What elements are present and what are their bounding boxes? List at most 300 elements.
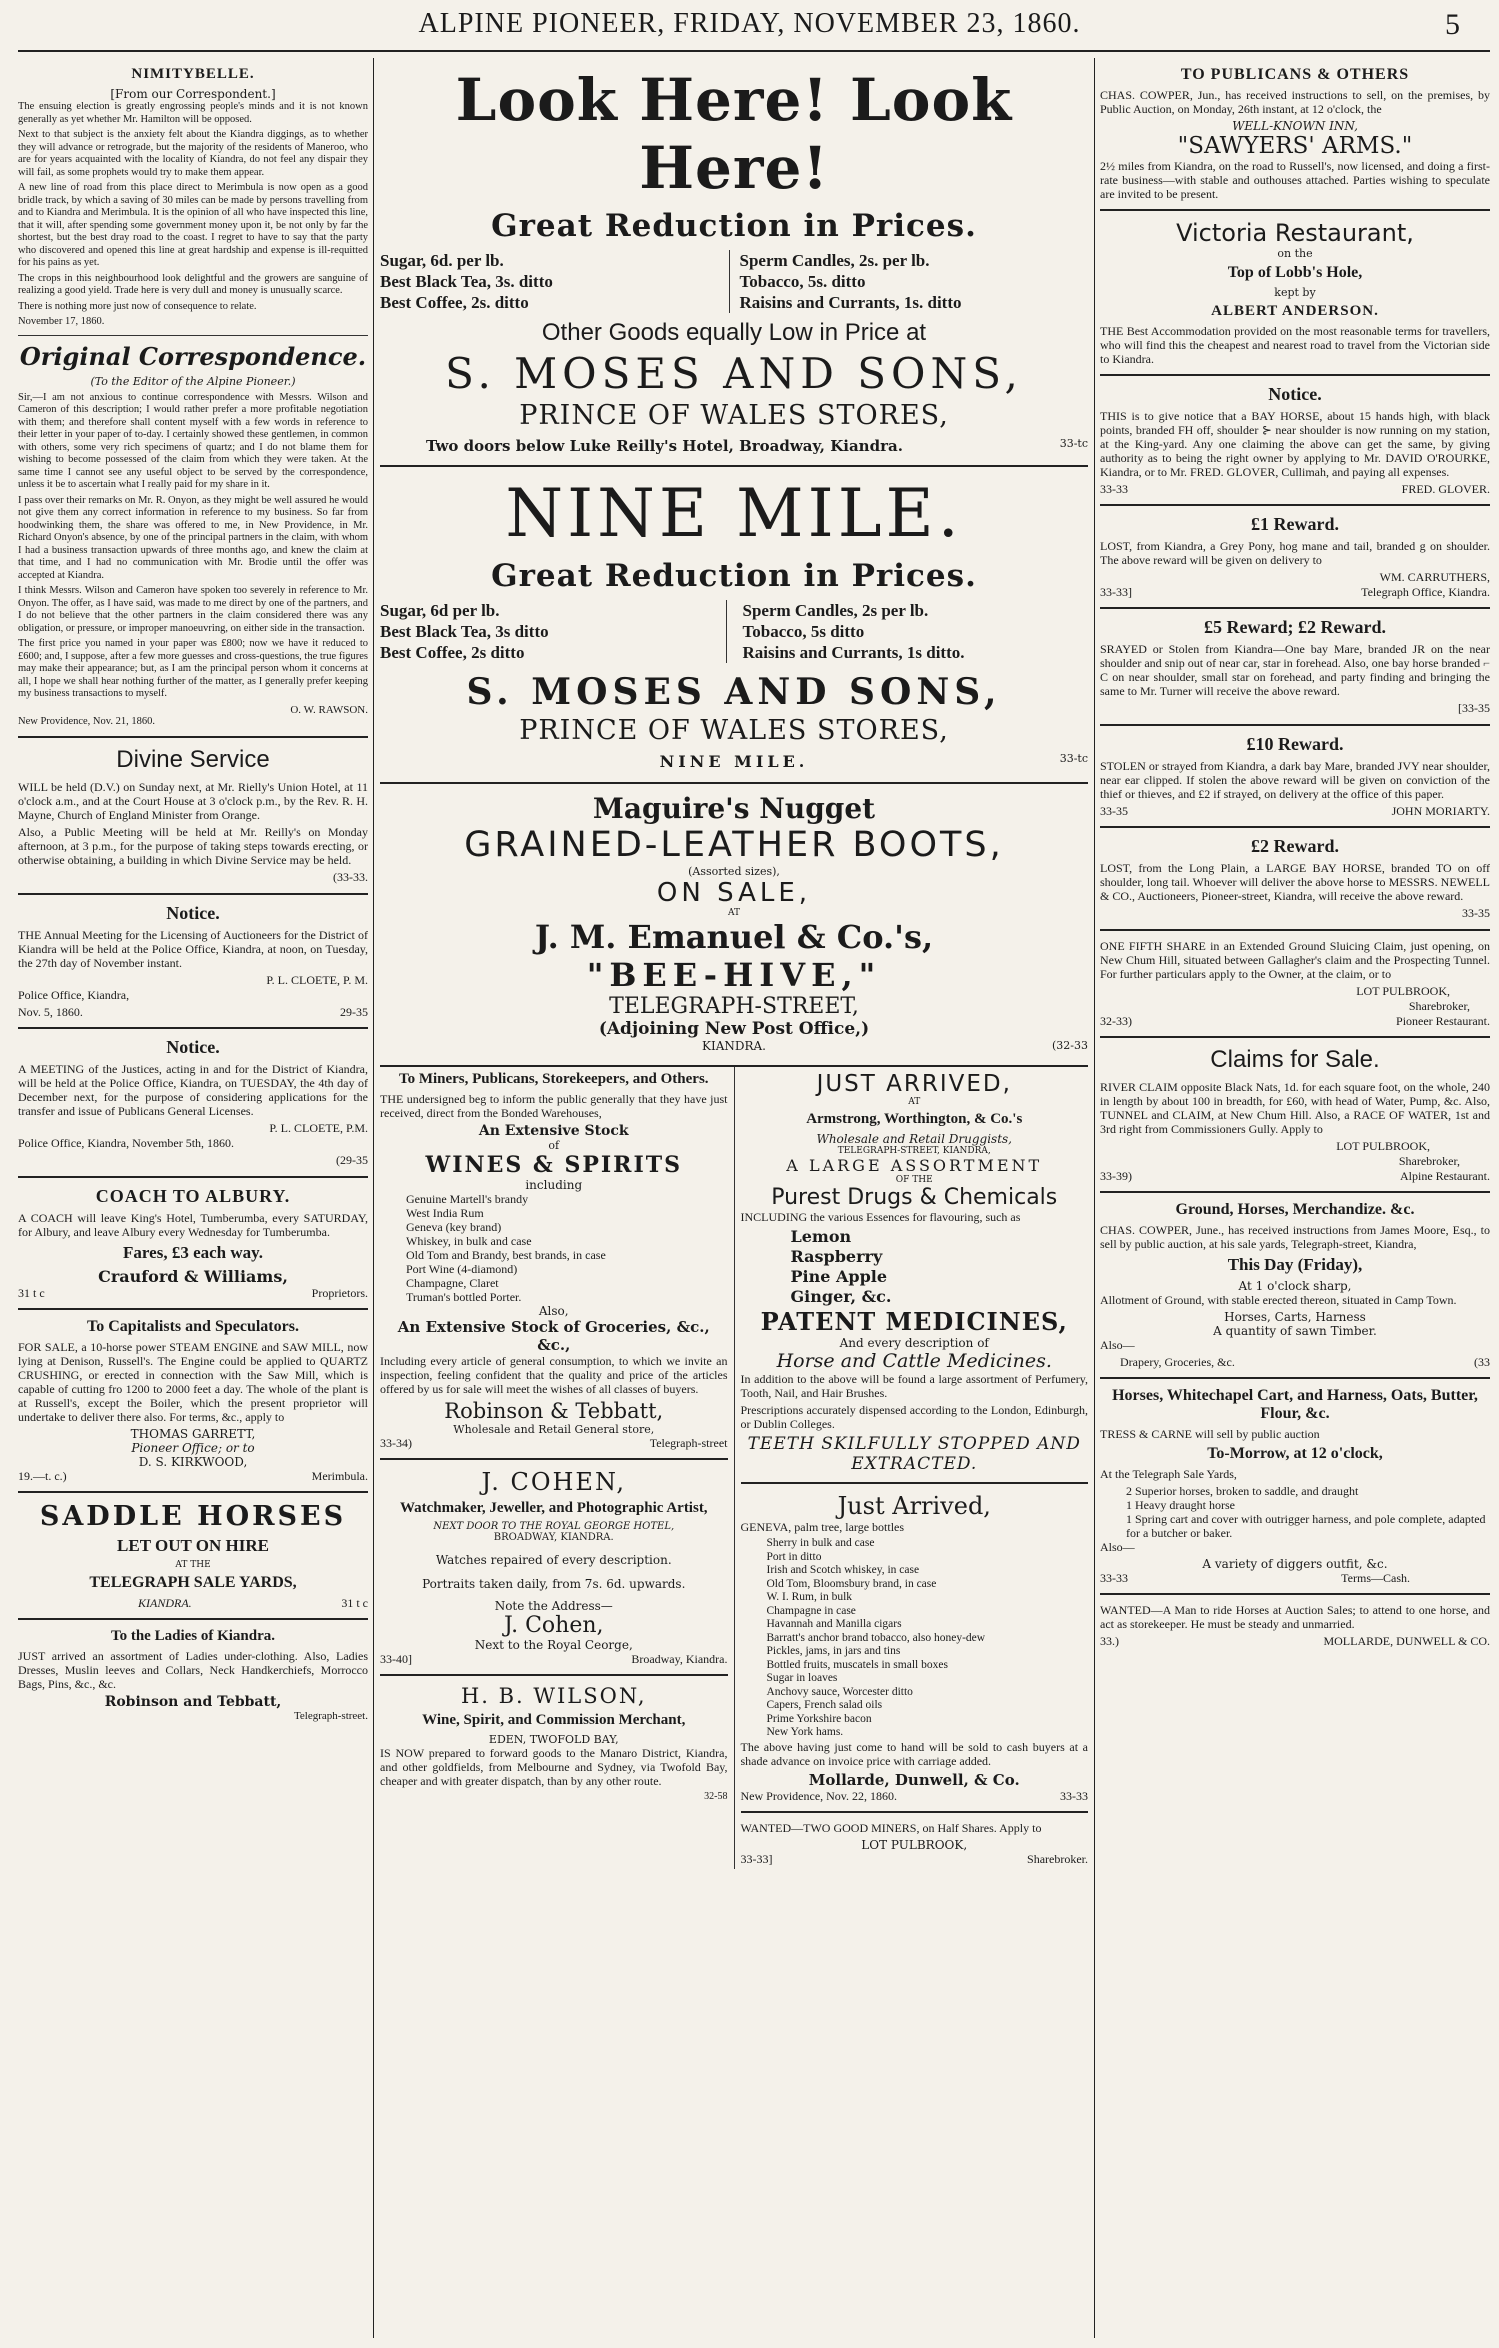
role: Proprietors.: [311, 1286, 368, 1300]
column-left: [18, 62, 368, 1722]
paragraph: WANTED—TWO GOOD MINERS, on Half Shares. Apply to: [740, 1820, 1042, 1835]
paragraph: The first price you named in your paper was £800; now we have it reduced to £600; and, I suppose, after a few more guesses and cross-questions, the true figures may make their appearance; but, as I am the principal person whom it concerns at all, I hope we shall hear nothing further of the matter, as I generally prefer keeping my business transactions to myself.: [18, 638, 368, 699]
also: Also—: [1100, 1540, 1135, 1554]
lot: A quantity of sawn Timber.: [1213, 1324, 1377, 1338]
ad-title: £1 Reward.: [1251, 514, 1339, 534]
list-item: Anchovy sauce, Worcester ditto: [766, 1685, 913, 1698]
dateline: [18, 1469, 368, 1483]
store-name: PRINCE OF WALES STORES,: [519, 400, 949, 431]
terms: Terms—Cash.: [1341, 1571, 1410, 1585]
ad-code: 33-33: [1060, 1788, 1088, 1803]
trade: Watchmaker, Jeweller, and Photographic Artist,: [399, 1500, 708, 1516]
ad-reward-10: [1100, 734, 1490, 818]
paragraph: THE Annual Meeting for the Licensing of Auctioneers for the District of Kiandra will be held at the Police Office, Kiandra, at noon, on Tuesday, the 27th day of November instant.: [18, 928, 368, 970]
paragraph: RIVER CLAIM opposite Black Nats, 1d. for each square foot, on the whole, 240 in length by about 100 in breadth, for £60, with head of Water, Pump, &c. Also, TUNNEL and CLAIM, at New Chum Hill. Also, a RACE OF WATER, 1st and 3rd right from Commissioners Gully. Apply to: [1100, 1080, 1490, 1136]
ad-headline: Look Here! Look Here!: [455, 66, 1013, 202]
place: Pioneer Restaurant.: [1396, 1014, 1490, 1028]
firm-name: J. Cohen,: [503, 1613, 604, 1638]
middle-subcol-left: [380, 1067, 734, 1869]
signature: FRED. GLOVER.: [1401, 482, 1490, 496]
on-sale: ON SALE,: [656, 878, 812, 908]
ad-publicans: [1100, 66, 1490, 201]
ad-saddle-horses: [18, 1501, 368, 1610]
list-item: 1 Spring cart and cover with outrigger harness, and pole complete, adapted for a butcher or baker.: [1126, 1512, 1486, 1540]
divider: [1100, 1036, 1490, 1038]
sale-day: To-Morrow, at 12 o'clock,: [1207, 1445, 1383, 1462]
list-item: Genuine Martell's brandy: [406, 1192, 529, 1206]
horse-medicines: Horse and Cattle Medicines.: [776, 1350, 1052, 1372]
date: Nov. 5, 1860.: [18, 1005, 83, 1019]
sale-location: At the Telegraph Sale Yards,: [1100, 1467, 1237, 1481]
lot: Drapery, Groceries, &c.: [1120, 1355, 1235, 1369]
inn-label: WELL-KNOWN INN,: [1232, 119, 1358, 133]
editor-line: (To the Editor of the Alpine Pioneer.): [90, 374, 296, 388]
divider: [1100, 504, 1490, 506]
ad-code: (32-33: [1051, 1039, 1088, 1052]
bee-hive: "BEE-HIVE,": [586, 956, 882, 994]
article-correspondence: [18, 342, 368, 729]
divider: [1100, 929, 1490, 931]
page-number: 5: [1445, 8, 1461, 41]
ad-title: H. B. WILSON,: [460, 1684, 647, 1708]
at-label: AT: [727, 908, 740, 918]
list-item: Sugar in loaves: [766, 1672, 838, 1684]
ad-code: 32-58: [704, 1791, 728, 1802]
divider: [380, 465, 1088, 467]
place-line: [380, 1039, 1088, 1057]
ad-title: To Capitalists and Speculators.: [87, 1318, 299, 1335]
other-goods: Other Goods equally Low in Price at: [541, 319, 927, 346]
middle-subcol-right: [734, 1067, 1089, 1869]
ad-capitalists: [18, 1318, 368, 1483]
list-item: Old Tom and Brandy, best brands, in case: [406, 1248, 606, 1262]
ad-code: (33: [1474, 1355, 1490, 1369]
masthead: [0, 8, 1499, 48]
price-item: Raisins and Currants, 1s. ditto: [739, 293, 962, 312]
list-item: Champagne, Claret: [406, 1276, 499, 1290]
trade: Wine, Spirit, and Commission Merchant,: [422, 1712, 686, 1728]
dateline: [1100, 804, 1490, 818]
assortment: A LARGE ASSORTMENT: [786, 1156, 1043, 1175]
list-item: Port Wine (4-diamond): [406, 1262, 518, 1276]
essence-list: [741, 1227, 1089, 1307]
price-list: [380, 600, 1088, 663]
paragraph: A MEETING of the Justices, acting in and for the District of Kiandra, will be held at the Police Office, Kiandra, on TUESDAY, the 4th day of December next, for the purpose of considering applications for the transfer and issue of Publicans General Licenses.: [18, 1062, 368, 1118]
place: KIANDRA.: [701, 1039, 766, 1053]
divider: [18, 736, 368, 738]
paragraph: FOR SALE, a 10-horse power STEAM ENGINE and SAW MILL, now lying at Denison, Russell's. The Engine could be applied to QUARTZ CRUSHING, or erected in connection with the Saw Mill, which is capable of cutting fro 1200 to 2000 feet a day. The whole of the plant is at Russell's, except the Boiler, which the present proprietor will undertake to deliver there also. For terms, &c., apply to: [18, 1340, 368, 1424]
also: Also,: [538, 1304, 569, 1318]
list-item: Irish and Scotch whiskey, in case: [766, 1564, 920, 1576]
wines-title: WINES & SPIRITS: [425, 1152, 682, 1178]
divider: [1100, 1191, 1490, 1193]
ad-coach-albury: [18, 1186, 368, 1300]
wine-list: [380, 1192, 728, 1304]
list-item: Whiskey, in bulk and case: [406, 1234, 532, 1248]
price-list: [380, 250, 1088, 313]
fares: Fares, £3 each way.: [123, 1243, 263, 1262]
divider: [18, 335, 368, 336]
ad-title: To the Ladies of Kiandra.: [110, 1628, 276, 1644]
place: KIANDRA.: [138, 1596, 192, 1610]
of-the: OF THE: [895, 1175, 933, 1185]
proprietor: ALBERT ANDERSON.: [1211, 303, 1379, 319]
paragraph: In addition to the above will be found a large assortment of Perfumery, Tooth, Nail, and Hair Brushes.: [740, 1372, 1088, 1400]
dateline: [1100, 1634, 1490, 1648]
role: Wholesale and Retail Druggists,: [816, 1132, 1012, 1146]
signature: LOT PULBROOK,: [1336, 1139, 1430, 1153]
paragraph: There is nothing more just now of consequence to relate.: [18, 300, 257, 312]
list-item: Capers, French salad oils: [766, 1699, 883, 1711]
list-item: W. I. Rum, in bulk: [766, 1591, 853, 1603]
ad-notice-bay-horse: [1100, 384, 1490, 496]
list-item: New York hams.: [766, 1726, 844, 1738]
ad-code: 32-33): [1100, 1014, 1132, 1028]
paragraph: GENEVA, palm tree, large bottles: [740, 1520, 905, 1534]
list-item: Raspberry: [790, 1247, 883, 1266]
article-nimitybelle: [18, 66, 368, 329]
dateline: [1100, 1571, 1490, 1585]
ad-title: COACH TO ALBURY.: [95, 1186, 291, 1206]
ad-victoria-restaurant: [1100, 219, 1490, 366]
ad-subheadline: Great Reduction in Prices.: [491, 558, 977, 594]
ad-claims-for-sale: [1100, 1046, 1490, 1183]
price-item: Sperm Candles, 2s per lb.: [742, 601, 929, 620]
address: Two doors below Luke Reilly's Hotel, Broadway, Kiandra.: [426, 437, 903, 455]
firm-name: Armstrong, Worthington, & Co.'s: [806, 1111, 1023, 1127]
street: TELEGRAPH-STREET,: [609, 994, 859, 1019]
ad-armstrong-drugs: [741, 1071, 1089, 1474]
price-list-left: [380, 250, 729, 313]
signature: JOHN MORIARTY.: [1391, 804, 1490, 818]
store-name: PRINCE OF WALES STORES,: [519, 715, 949, 746]
price-item: Sugar, 6d. per lb.: [380, 251, 504, 270]
dateline: [741, 1789, 1089, 1803]
next-to: Next to the Royal Ceorge,: [474, 1638, 633, 1652]
ad-title: £5 Reward; £2 Reward.: [1204, 617, 1386, 637]
divider: [380, 1458, 728, 1460]
list-item: Champagne in case: [766, 1604, 856, 1617]
ad-reward-1: [1100, 514, 1490, 599]
address: Telegraph Office, Kiandra.: [1361, 585, 1490, 599]
signature: LOT PULBROOK,: [1356, 984, 1450, 998]
list-item: Pickles, jams, in jars and tins: [766, 1645, 901, 1657]
price-item: Raisins and Currants, 1s ditto.: [742, 643, 965, 662]
dateline: [18, 1005, 368, 1019]
of-label: of: [548, 1139, 560, 1152]
paragraph: INCLUDING the various Essences for flavouring, such as: [740, 1210, 1021, 1224]
ad-subheadline: Great Reduction in Prices.: [491, 208, 977, 244]
divider: [741, 1811, 1089, 1813]
ad-wanted-miners: [741, 1821, 1089, 1866]
paragraph: Prescriptions accurately dispensed according to the London, Edinburgh, or Dublin Colleges.: [740, 1403, 1088, 1431]
divider: [741, 1482, 1089, 1484]
ad-title: Ground, Horses, Merchandize. &c.: [1175, 1201, 1415, 1218]
ad-wanted-rider: [1100, 1603, 1490, 1648]
paragraph: IS NOW prepared to forward goods to the Manaro District, Kiandra, and other goldfields, from Melbourne and Sydney, via Twofold Bay, cheaper and with greater dispatch, than by any other route.: [380, 1746, 728, 1788]
price-item: Tobacco, 5s. ditto: [739, 272, 866, 291]
price-list-right: [726, 600, 1089, 663]
paragraph: The crops in this neighbourhood look delightful and the growers are sanguine of realizing a good yield. Trade here is very dull and money is unusually scarce.: [18, 272, 368, 296]
lot: Allotment of Ground, with stable erected thereon, situated in Camp Town.: [1100, 1293, 1457, 1307]
divider: [18, 1308, 368, 1310]
at-label: AT: [908, 1097, 921, 1107]
paragraph: Watches repaired of every description.: [435, 1553, 672, 1567]
purest-drugs: Purest Drugs & Chemicals: [771, 1185, 1058, 1210]
list-item: Havannah and Manilla cigars: [766, 1618, 902, 1630]
divider: [18, 893, 368, 895]
place: Alpine Restaurant.: [1400, 1169, 1490, 1183]
ad-title: Notice.: [1268, 384, 1322, 404]
dateline: [1100, 482, 1490, 496]
paragraph: Also, a Public Meeting will be held at Mr. Reilly's on Monday afternoon, at 3 p.m., for the purpose of taking steps towards erecting, or otherwise obtaining, a building in which Divine Service may be held.: [18, 825, 368, 867]
inn-name: "SAWYERS' ARMS.": [1177, 133, 1413, 159]
ad-cohen: [380, 1468, 728, 1666]
list-item: Port in ditto: [766, 1550, 822, 1563]
lot-list: [1100, 1484, 1490, 1540]
note: Note the Address—: [494, 1599, 613, 1613]
byline: [From our Correspondent.]: [110, 87, 276, 101]
on-the: on the: [1277, 247, 1313, 260]
price-item: Tobacco, 5s ditto: [742, 622, 865, 641]
ad-reward-5: [1100, 617, 1490, 716]
list-item: Old Tom, Bloomsbury brand, in case: [766, 1577, 937, 1590]
contact-name: THOMAS GARRETT,: [130, 1427, 256, 1441]
proprietors-name: Crauford & Williams,: [98, 1267, 288, 1286]
ad-code: 33-33]: [1100, 585, 1132, 599]
paragraph: A new line of road from this place direct to Merimbula is now open as a good bridle track, by which a saving of 30 miles can be made by persons travelling from and to Kiandra and Merimbula. It is the opinion of all who have inspected this line, that it will, after spending some government money upon it, be not only by far the shortest, but the best dray road to the coast. I regret to have to say that the party who discovered and opened this line at great hardship and expense is ill-requitted for his pains as yet.: [18, 182, 368, 268]
paragraph: LOST, from Kiandra, a Grey Pony, hog mane and tail, branded g on shoulder. The above reward will be given on delivery to: [1100, 539, 1490, 567]
teeth: TEETH SKILFULLY STOPPED AND EXTRACTED.: [747, 1434, 1081, 1474]
street: Telegraph-street: [649, 1436, 728, 1450]
ad-title: To Miners, Publicans, Storekeepers, and Others.: [398, 1071, 709, 1087]
place-line: [380, 752, 1088, 774]
place: New Providence, Nov. 22, 1860.: [740, 1788, 898, 1803]
groceries-title: An Extensive Stock of Groceries, &c., &c.,: [397, 1318, 710, 1354]
dateline: [380, 1652, 728, 1666]
ad-mollarde: [741, 1492, 1089, 1803]
location: Top of Lobb's Hole,: [1227, 264, 1363, 281]
paragraph: I pass over their remarks on Mr. R. Onyon, as they might be well assured he would not give them any correct information in reference to my business. So far from hoodwinking them, the share was offered to me, in New Providence, in Mr. Richard Onyon's absence, by one of the principal partners in the claim, with whom I had a business transaction upwards of three months ago, and knew the claim at that time, and I had no communication with Mr. Brodie until the offer was accepted at Kiandra.: [18, 494, 368, 581]
divider: [18, 1027, 368, 1029]
ad-headline: NINE MILE.: [505, 475, 963, 552]
ad-emanuel-boots: [380, 792, 1088, 1057]
top-rule: [18, 50, 1490, 52]
lot: Horses, Carts, Harness: [1224, 1310, 1366, 1324]
signature: P. L. CLOETE, P. M.: [266, 973, 368, 987]
ad-title: SADDLE HORSES: [39, 1501, 347, 1532]
adjoining: (Adjoining New Post Office,): [598, 1019, 870, 1039]
signature: Robinson and Tebbatt,: [104, 1694, 282, 1710]
paragraph: Portraits taken daily, from 7s. 6d. upwards.: [422, 1577, 686, 1591]
sale-time: At 1 o'clock sharp,: [1238, 1279, 1352, 1293]
list-item: Geneva (key brand): [406, 1220, 502, 1234]
dateline: [741, 1852, 1089, 1866]
ad-code: (29-35: [336, 1153, 368, 1167]
paragraph: WANTED—A Man to ride Horses at Auction Sales; to attend to one horse, and act as storekeeper. He must be steady and unmarried.: [1100, 1603, 1490, 1631]
firm-name: S. MOSES AND SONS,: [445, 349, 1023, 398]
ad-code: 33-34): [380, 1436, 412, 1450]
paragraph: Sir,—I am not anxious to continue correspondence with Messrs. Wilson and Cameron of this description; I would rather prefer a more profitable negotiation with them; and therefore shall content myself with a few words in reference to their letter in your paper of to-day. I certainly showed these gentlemen, in common with others, some very rich specimens of quartz; and I do not blame them for wishing to become possessed of the claim from which they were taken. At the same time I cannot see any useful object to be served by the correspondence, unless it be to ascertain what I really paid for my share in it.: [18, 391, 368, 490]
signature: WM. CARRUTHERS,: [1379, 570, 1490, 584]
ad-title: Notice.: [166, 903, 220, 923]
price-item: Best Coffee, 2s ditto: [380, 643, 525, 662]
ad-moses-nine-mile: [380, 475, 1088, 774]
ad-title: £2 Reward.: [1251, 836, 1339, 856]
ad-tress-carne: [1100, 1387, 1490, 1585]
ad-title: JUST ARRIVED,: [816, 1071, 1012, 1097]
price-item: Sperm Candles, 2s. per lb.: [739, 251, 930, 270]
ad-title: Divine Service: [116, 746, 270, 773]
paragraph: The above having just come to hand will be sold to cash buyers at a shade advance on invoice price with carriage added.: [740, 1739, 1088, 1768]
ad-code: 31 t c: [18, 1286, 45, 1300]
place: BROADWAY, KIANDRA.: [493, 1532, 614, 1543]
firm-name: Mollarde, Dunwell, & Co.: [808, 1770, 1020, 1789]
goods-list: [741, 1537, 1089, 1740]
article-title: NIMITYBELLE.: [131, 66, 255, 82]
divider: [1100, 826, 1490, 828]
divider: [1100, 209, 1490, 211]
list-item: Truman's bottled Porter.: [406, 1290, 522, 1304]
firm-name: S. MOSES AND SONS,: [466, 671, 1002, 713]
ad-title: TO PUBLICANS & OTHERS: [1180, 66, 1410, 83]
ad-robinson-wines: [380, 1071, 728, 1450]
paragraph: ONE FIFTH SHARE in an Extended Ground Sluicing Claim, just opening, on New Chum Hill, situated between Gallagher's claim and the Prospecting Tunnel. For further particulars apply to the Owner, at the claim, or to: [1100, 939, 1490, 981]
address: NEXT DOOR TO THE ROYAL GEORGE HOTEL,: [433, 1521, 675, 1532]
divider: [380, 782, 1088, 784]
dateline: [1100, 1355, 1490, 1369]
firm-name: Robinson & Tebbatt,: [444, 1399, 664, 1423]
paragraph: THIS is to give notice that a BAY HORSE, about 15 hands high, with black points, branded FH off, shoulder ⊱ near shoulder is now running on my station, at the King-yard. Any one claiming the above can get the same, by giving authority as to being the right owner by applying to Mr. DAVID O'ROURKE, Kiandra, or to Mr. FRED. GLOVER, Cullimah, and paying all expenses.: [1100, 409, 1490, 479]
paragraph: THE Best Accommodation provided on the most reasonable terms for travellers, who will find this the cheapest and nearest road to travel from the Victorian side to Kiandra.: [1100, 324, 1490, 366]
dateline: [1100, 1169, 1490, 1183]
dateline: [1100, 585, 1490, 599]
also: Also—: [1100, 1338, 1135, 1352]
column-right: [1100, 62, 1490, 1651]
ad-moses-kiandra: [380, 66, 1088, 457]
dateline: November 17, 1860.: [18, 316, 105, 327]
divider: [380, 1674, 728, 1676]
paragraph: Next to that subject is the anxiety felt about the Kiandra diggings, as to whether they will advance or retrograde, but the majority of the residents of Maneroo, who are for years acquainted with the locality of Kiandra, do not feel any dispair they will fail, as some prophets would try to make them appear.: [18, 129, 368, 178]
signature: O. W. RAWSON.: [290, 703, 368, 716]
firm-name: J. M. Emanuel & Co.'s,: [534, 918, 934, 956]
role: Sharebroker,: [1408, 999, 1470, 1013]
column-rule-2: [1094, 58, 1095, 2338]
ad-code: 33-tc: [1059, 752, 1088, 765]
price-item: Best Black Tea, 3s ditto: [380, 622, 549, 641]
paragraph: THE undersigned beg to inform the public generally that they have just received, direct from the Bonded Warehouses,: [380, 1092, 728, 1120]
ad-code: 31 t c: [341, 1596, 368, 1610]
divider: [1100, 374, 1490, 376]
ad-code: [33-35: [1458, 701, 1490, 715]
ad-title: Horses, Whitechapel Cart, and Harness, Oats, Butter, Flour, &c.: [1112, 1387, 1478, 1422]
ad-title: Victoria Restaurant,: [1176, 219, 1414, 247]
ad-code: 33-33]: [740, 1851, 773, 1866]
signature: MOLLARDE, DUNWELL & CO.: [1323, 1634, 1490, 1648]
including: including: [525, 1178, 583, 1192]
divider: [18, 1618, 368, 1620]
ad-wilson: [380, 1684, 728, 1802]
paragraph: CHAS. COWPER, June., has received instructions from James Moore, Esq., to sell by public auction, at his sale yards, Telegraph-street, Kiandra,: [1100, 1223, 1490, 1251]
ad-subtitle: LET OUT ON HIRE: [117, 1536, 269, 1555]
ad-ground-horses: [1100, 1201, 1490, 1369]
divider: [1100, 1377, 1490, 1379]
ad-code: 33-33: [1100, 482, 1128, 496]
paragraph: STOLEN or strayed from Kiandra, a dark bay Mare, branded JVY near shoulder, near ear clipped. If stolen the above reward will be given on conviction of the thief or thieves, and £2 if strayed, on delivery at the office of this paper.: [1100, 759, 1490, 801]
paragraph: Including every article of general consumption, to which we invite an inspection, feeling confident that the quality and price of the articles offered by us for sale will meet the wishes of all classes of buyers.: [380, 1354, 728, 1396]
ad-code: 33-35: [1100, 804, 1128, 818]
ad-divine-service: [18, 746, 368, 885]
dateline: [18, 1596, 368, 1610]
paragraph: 2½ miles from Kiandra, on the road to Russell's, now licensed, and doing a first-rate business—with stable and outhouses attached. Parties wishing to speculate are invited to be present.: [1100, 159, 1490, 201]
list-item: Bottled fruits, muscatels in small boxes: [766, 1658, 948, 1671]
ad-title: £10 Reward.: [1246, 734, 1344, 754]
list-item: Pine Apple: [790, 1267, 888, 1286]
column-rule-1: [373, 58, 374, 2338]
ad-notice-licensing: [18, 903, 368, 1019]
paragraph: LOST, from the Long Plain, a LARGE BAY HORSE, branded TO on off shoulder, long tail. Whoever will deliver the above horse to MESSRS. NEWELL & CO., Auctioneers, Pioneer-street, Kiandra, will receive the above reward.: [1100, 861, 1490, 903]
ad-headline: Maguire's Nugget: [592, 792, 876, 825]
address: Telegraph-street.: [293, 1710, 368, 1722]
place: EDEN, TWOFOLD BAY,: [488, 1733, 619, 1746]
ad-code: 33.): [1100, 1634, 1119, 1648]
kept-by: kept by: [1274, 286, 1316, 299]
contact-name: D. S. KIRKWOOD,: [138, 1455, 248, 1469]
list-item: Lemon: [790, 1227, 852, 1246]
lot: A variety of diggers outfit, &c.: [1202, 1557, 1388, 1571]
list-item: Ginger, &c.: [790, 1287, 892, 1306]
ad-code: (33-33.: [333, 870, 368, 884]
sale-yards: TELEGRAPH SALE YARDS,: [89, 1574, 297, 1591]
ad-code: 29-35: [340, 1005, 368, 1019]
divider: [1100, 724, 1490, 726]
ad-title: Claims for Sale.: [1210, 1046, 1380, 1073]
list-item: 2 Superior horses, broken to saddle, and draught: [1126, 1484, 1359, 1498]
bottom-split: [380, 1067, 1088, 1869]
ad-code: 33-39): [1100, 1169, 1132, 1183]
patent-medicines: PATENT MEDICINES,: [760, 1307, 1068, 1336]
street: TELEGRAPH-STREET, KIANDRA,: [837, 1146, 991, 1156]
divider: [18, 1491, 368, 1493]
place: Merimbula.: [311, 1469, 368, 1483]
paragraph: The ensuing election is greatly engrossing people's minds and it is not known generally as yet whether Mr. Hamilton will be opposed.: [18, 101, 368, 125]
ad-subheadline: GRAINED-LEATHER BOOTS,: [464, 825, 1004, 865]
list-item: 1 Heavy draught horse: [1126, 1498, 1235, 1512]
sale-day: This Day (Friday),: [1227, 1255, 1363, 1274]
list-item: Barratt's anchor brand tobacco, also honey-dew: [766, 1631, 986, 1644]
paragraph: A COACH will leave King's Hotel, Tumberumba, every SATURDAY, for Albury, and leave Albury every Wednesday for Tumberumba.: [18, 1211, 368, 1239]
dateline: New Providence, Nov. 21, 1860.: [18, 715, 155, 727]
dateline: [18, 1286, 368, 1300]
ad-code: 33-35: [1462, 906, 1490, 920]
divider: [1100, 1593, 1490, 1595]
price-list-left: [380, 600, 726, 663]
ad-fifth-share: [1100, 939, 1490, 1028]
place: Police Office, Kiandra, November 5th, 1860.: [18, 1136, 235, 1150]
place: NINE MILE.: [659, 752, 809, 771]
sizes: (Assorted sizes),: [688, 865, 780, 878]
price-item: Best Coffee, 2s. ditto: [380, 293, 529, 312]
paragraph: TRESS & CARNE will sell by public auction: [1100, 1427, 1320, 1441]
paragraph: JUST arrived an assortment of Ladies under-clothing. Also, Ladies Dresses, Muslin leeves and Collars, Neck Handkerchiefs, Morrocco Bags, Pins, &c., &c.: [18, 1649, 368, 1691]
list-item: Prime Yorkshire bacon: [766, 1712, 872, 1725]
ad-notice-justices: [18, 1037, 368, 1168]
column-middle: [380, 62, 1088, 1869]
price-list-right: [729, 250, 1089, 313]
price-item: Sugar, 6d per lb.: [380, 601, 500, 620]
paragraph: SRAYED or Stolen from Kiandra—One bay Mare, branded JR on the near shoulder and snip out of near car, star in forehead. Also, one bay horse branded ⌐ C on near shoulder, small star on forehead, and party finding and bringing the same to Mr. Turner will receive the above reward.: [1100, 642, 1490, 698]
list-item: West India Rum: [406, 1206, 484, 1220]
